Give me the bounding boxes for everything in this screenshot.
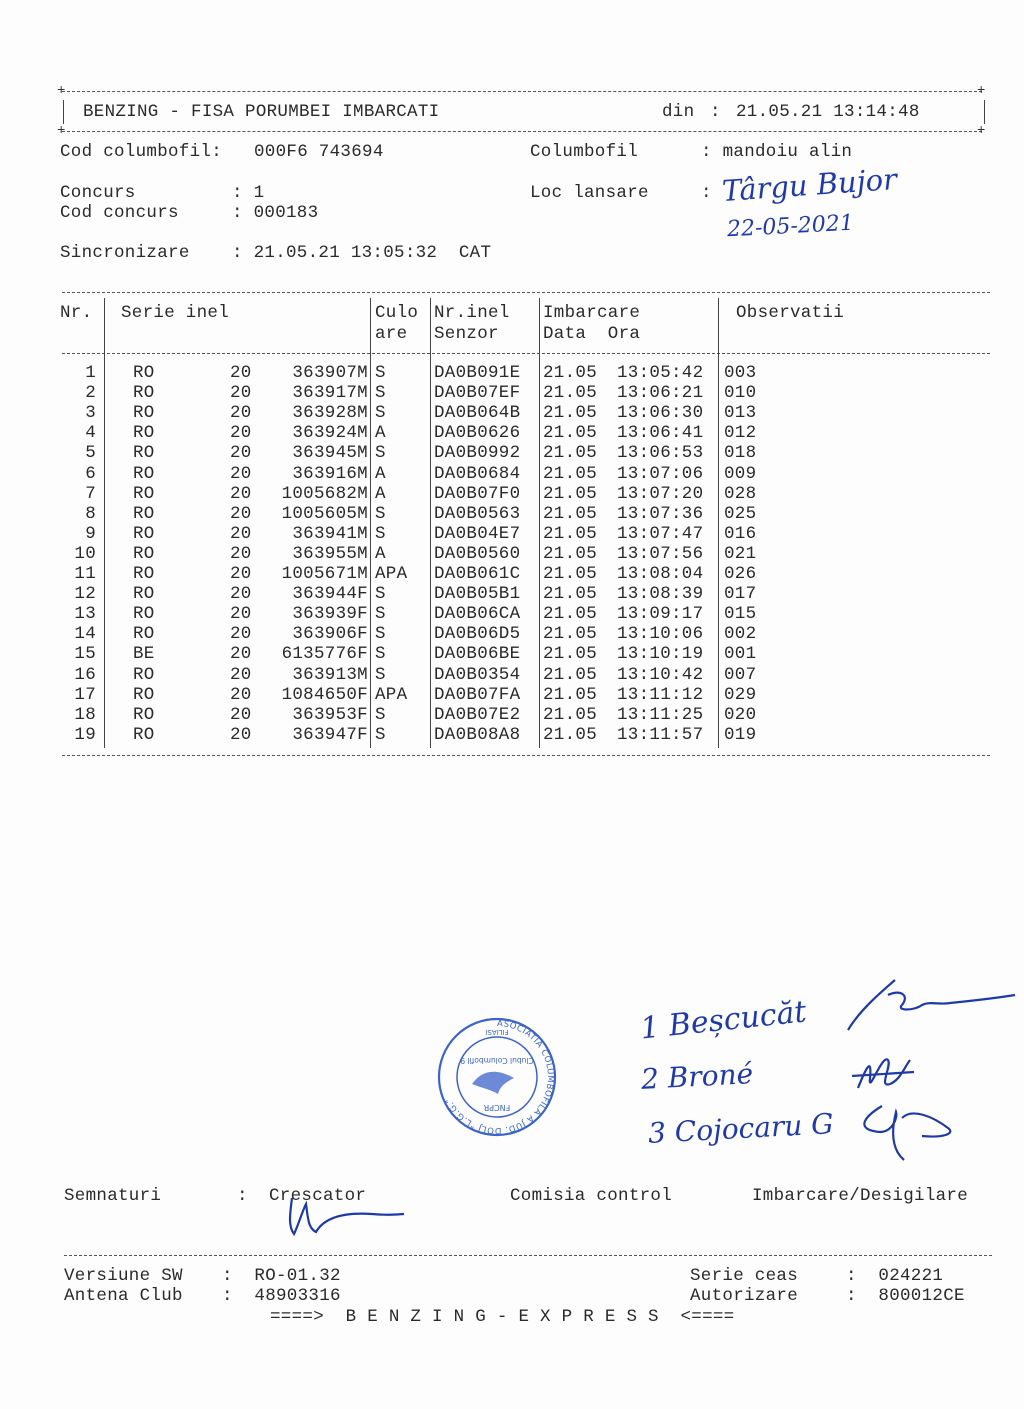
cell-ring: 363953F (292, 704, 368, 725)
cell-color: S (375, 503, 386, 524)
cell-color: A (375, 543, 386, 564)
cell-ring: 363917M (292, 383, 368, 404)
cell-time: 13:06:21 (617, 383, 704, 404)
cell-year: 20 (230, 664, 252, 685)
cell-time: 13:10:06 (617, 624, 704, 645)
cell-country: RO (133, 403, 155, 424)
cell-ring: 363939F (292, 604, 368, 625)
cell-year: 20 (230, 584, 252, 605)
cell-sensor: DA0B0560 (434, 543, 521, 564)
cell-ring: 1005605M (281, 503, 368, 524)
cell-nr: 12 (74, 584, 96, 605)
cell-country: RO (133, 684, 155, 705)
cell-sensor: DA0B061C (434, 564, 521, 584)
cell-date: 21.05 (543, 383, 598, 404)
table-row (0, 624, 1024, 644)
corner-mark: + (977, 123, 986, 139)
cell-time: 13:10:19 (617, 644, 704, 665)
stamp-ring-text: ASOCIATIA COLUMBOFILA A JUD. DOLJ "L.G.G." (443, 1018, 556, 1136)
cell-country: BE (133, 644, 155, 665)
cell-observatii: 021 (724, 543, 757, 564)
cell-time: 13:07:06 (617, 463, 704, 484)
cell-time: 13:06:30 (617, 403, 704, 424)
cell-sensor: DA0B06D5 (434, 624, 521, 645)
corner-mark: + (977, 83, 986, 99)
date-sep: : (710, 102, 721, 122)
cell-color: S (375, 724, 386, 745)
table-row (0, 383, 1024, 403)
cell-nr: 10 (74, 543, 96, 564)
cell-year: 20 (230, 443, 252, 464)
cell-year: 20 (230, 523, 252, 544)
cell-sensor: DA0B0626 (434, 423, 521, 444)
antena-value: : 48903316 (222, 1286, 341, 1306)
cell-country: RO (133, 443, 155, 464)
cell-ring: 363945M (292, 443, 368, 464)
header-are: are (375, 324, 408, 344)
cell-ring: 363941M (292, 523, 368, 544)
cell-nr: 9 (85, 523, 96, 544)
cell-date: 21.05 (543, 664, 598, 685)
serie-ceas-label: Serie ceas (690, 1266, 799, 1286)
cell-nr: 15 (74, 644, 96, 665)
cell-nr: 1 (85, 363, 96, 383)
cell-date: 21.05 (543, 463, 598, 484)
cell-nr: 17 (74, 684, 96, 705)
cell-nr: 19 (74, 724, 96, 745)
cell-year: 20 (230, 403, 252, 424)
cell-observatii: 029 (724, 684, 757, 705)
cell-time: 13:08:39 (617, 584, 704, 605)
concurs-value: : 1 (232, 183, 265, 203)
cell-observatii: 017 (724, 584, 757, 605)
table-row (0, 584, 1024, 604)
cell-country: RO (133, 724, 155, 745)
cell-sensor: DA0B07F0 (434, 483, 521, 504)
table-row (0, 725, 1024, 745)
cell-country: RO (133, 584, 155, 605)
cell-date: 21.05 (543, 403, 598, 424)
cell-observatii: 020 (724, 704, 757, 725)
commission-member-1: 1 Beșcucăt (638, 994, 809, 1047)
cell-country: RO (133, 463, 155, 484)
table-row (0, 403, 1024, 423)
cell-date: 21.05 (543, 363, 598, 383)
cell-date: 21.05 (543, 543, 598, 564)
cod-columbofil-value: 000F6 743694 (254, 142, 384, 162)
stamp-club-text: Clubul Columbofil 9 (460, 1056, 534, 1065)
cell-time: 13:05:42 (617, 363, 704, 383)
cell-date: 21.05 (543, 624, 598, 645)
concurs-label: Concurs (60, 183, 136, 203)
header-nr: Nr. (60, 303, 93, 323)
table-row (0, 423, 1024, 443)
cell-date: 21.05 (543, 704, 598, 725)
crescator-signature (272, 1188, 412, 1244)
document-date: 21.05.21 13:14:48 (736, 102, 920, 122)
columbofil-label: Columbofil (530, 142, 639, 162)
cell-color: S (375, 604, 386, 625)
cell-date: 21.05 (543, 724, 598, 745)
cell-color: S (375, 664, 386, 685)
header-data-ora: Data Ora (543, 324, 641, 344)
cod-concurs-label: Cod concurs (60, 203, 179, 223)
header-top-rule (62, 91, 982, 92)
cell-date: 21.05 (543, 684, 598, 705)
signature-member-3 (852, 1098, 962, 1168)
benzing-express-banner: ====> B E N Z I N G - E X P R E S S <==== (270, 1307, 735, 1327)
cell-nr: 6 (85, 463, 96, 484)
cell-color: S (375, 584, 386, 605)
cell-color: APA (375, 684, 408, 705)
header-senzor: Senzor (434, 324, 499, 344)
semnaturi-label: Semnaturi (64, 1186, 162, 1206)
cell-nr: 5 (85, 443, 96, 464)
cell-date: 21.05 (543, 503, 598, 524)
cell-year: 20 (230, 704, 252, 725)
cell-color: APA (375, 564, 408, 584)
cell-nr: 14 (74, 624, 96, 645)
corner-mark: + (57, 83, 66, 99)
cell-time: 13:11:12 (617, 684, 704, 705)
cell-observatii: 019 (724, 724, 757, 745)
cell-time: 13:08:04 (617, 564, 704, 584)
versiune-value: : RO-01.32 (222, 1266, 341, 1286)
cell-year: 20 (230, 684, 252, 705)
cell-ring: 1084650F (281, 684, 368, 705)
table-row (0, 464, 1024, 484)
cell-year: 20 (230, 624, 252, 645)
serie-ceas-value: : 024221 (846, 1266, 944, 1286)
cell-year: 20 (230, 724, 252, 745)
cell-nr: 11 (74, 564, 96, 584)
comisia-label: Comisia control (510, 1186, 673, 1206)
commission-member-3: 3 Cojocaru G (647, 1107, 835, 1150)
table-row (0, 644, 1024, 664)
autorizare-value: : 800012CE (846, 1286, 965, 1306)
cell-ring: 363906F (292, 624, 368, 645)
cell-time: 13:06:53 (617, 443, 704, 464)
cell-year: 20 (230, 644, 252, 665)
table-row (0, 564, 1024, 584)
cell-color: A (375, 483, 386, 504)
header-bottom-rule (62, 131, 982, 132)
cell-country: RO (133, 604, 155, 625)
cell-sensor: DA0B07EF (434, 383, 521, 404)
cell-year: 20 (230, 604, 252, 625)
cell-nr: 16 (74, 664, 96, 685)
loc-lansare-date-handwritten: 22-05-2021 (726, 210, 855, 243)
cell-sensor: DA0B091E (434, 363, 521, 383)
cell-observatii: 009 (724, 463, 757, 484)
table-row (0, 504, 1024, 524)
cell-ring: 363907M (292, 363, 368, 383)
cell-year: 20 (230, 463, 252, 484)
cell-time: 13:09:17 (617, 604, 704, 625)
cell-color: A (375, 423, 386, 444)
table-row (0, 524, 1024, 544)
cell-sensor: DA0B07E2 (434, 704, 521, 725)
cell-sensor: DA0B0684 (434, 463, 521, 484)
cell-nr: 2 (85, 383, 96, 404)
cell-date: 21.05 (543, 423, 598, 444)
loc-lansare-handwritten: Târgu Bujor (721, 161, 898, 209)
versiune-label: Versiune SW (64, 1266, 183, 1286)
header-right-border (984, 100, 985, 124)
header-nrinel: Nr.inel (434, 303, 510, 323)
stamp-fed-text: FNCPR (483, 1103, 511, 1112)
cell-observatii: 002 (724, 624, 757, 645)
table-row (0, 363, 1024, 383)
cell-time: 13:06:41 (617, 423, 704, 444)
table-row (0, 665, 1024, 685)
footer-rule (64, 1255, 992, 1256)
cell-observatii: 025 (724, 503, 757, 524)
cell-ring: 1005671M (281, 564, 368, 584)
cell-observatii: 013 (724, 403, 757, 424)
cell-nr: 4 (85, 423, 96, 444)
header-serie: Serie inel (121, 303, 230, 323)
cell-country: RO (133, 503, 155, 524)
cell-country: RO (133, 624, 155, 645)
cell-country: RO (133, 704, 155, 725)
cell-ring: 363924M (292, 423, 368, 444)
cell-country: RO (133, 383, 155, 404)
cell-sensor: DA0B0354 (434, 664, 521, 685)
commission-member-2: 2 Broné (640, 1057, 754, 1096)
cell-time: 13:07:36 (617, 503, 704, 524)
cell-date: 21.05 (543, 564, 598, 584)
cell-nr: 18 (74, 704, 96, 725)
cell-sensor: DA0B07FA (434, 684, 521, 705)
cell-observatii: 018 (724, 443, 757, 464)
cell-year: 20 (230, 543, 252, 564)
cell-sensor: DA0B06BE (434, 644, 521, 665)
cell-nr: 7 (85, 483, 96, 504)
loc-lansare-sep: : (701, 183, 712, 203)
club-stamp (436, 1012, 558, 1152)
cell-nr: 3 (85, 403, 96, 424)
header-left-border (63, 100, 64, 124)
cell-sensor: DA0B05B1 (434, 584, 521, 605)
header-observatii: Observatii (736, 303, 845, 323)
autorizare-label: Autorizare (690, 1286, 799, 1306)
antena-label: Antena Club (64, 1286, 183, 1306)
cell-sensor: DA0B0992 (434, 443, 521, 464)
table-row (0, 705, 1024, 725)
cell-year: 20 (230, 423, 252, 444)
cell-color: S (375, 624, 386, 645)
cell-color: S (375, 523, 386, 544)
cell-color: S (375, 363, 386, 383)
cell-sensor: DA0B0563 (434, 503, 521, 524)
cell-observatii: 015 (724, 604, 757, 625)
imbarcare-label: Imbarcare/Desigilare (752, 1186, 969, 1206)
sincronizare-label: Sincronizare (60, 243, 190, 263)
cell-observatii: 010 (724, 383, 757, 404)
cell-ring: 1005682M (281, 483, 368, 504)
loc-lansare-label: Loc lansare (530, 183, 649, 203)
cell-nr: 8 (85, 503, 96, 524)
cell-time: 13:07:20 (617, 483, 704, 504)
cell-year: 20 (230, 363, 252, 383)
crescator-label: Crescator (269, 1186, 367, 1206)
cell-date: 21.05 (543, 584, 598, 605)
cell-country: RO (133, 664, 155, 685)
cell-color: A (375, 463, 386, 484)
cell-date: 21.05 (543, 604, 598, 625)
cell-date: 21.05 (543, 443, 598, 464)
semnaturi-sep: : (237, 1186, 248, 1206)
cell-country: RO (133, 423, 155, 444)
cell-color: S (375, 704, 386, 725)
cod-columbofil-label: Cod columbofil: (60, 142, 223, 162)
cell-country: RO (133, 523, 155, 544)
cell-ring: 363955M (292, 543, 368, 564)
stamp-city-text: FILIASI (485, 1028, 509, 1036)
cell-time: 13:10:42 (617, 664, 704, 685)
cell-observatii: 012 (724, 423, 757, 444)
cell-observatii: 003 (724, 363, 757, 383)
date-label: din (662, 102, 695, 122)
table-row (0, 544, 1024, 564)
cell-ring: 363944F (292, 584, 368, 605)
cell-time: 13:11:57 (617, 724, 704, 745)
cell-ring: 363947F (292, 724, 368, 745)
cell-observatii: 001 (724, 644, 757, 665)
cod-concurs-value: : 000183 (232, 203, 319, 223)
table-row (0, 685, 1024, 705)
cell-country: RO (133, 483, 155, 504)
cell-time: 13:07:56 (617, 543, 704, 564)
table-bottom-rule (62, 755, 990, 756)
cell-color: S (375, 383, 386, 404)
cell-time: 13:11:25 (617, 704, 704, 725)
cell-observatii: 007 (724, 664, 757, 685)
cell-nr: 13 (74, 604, 96, 625)
document-title: BENZING - FISA PORUMBEI IMBARCATI (83, 102, 440, 122)
cell-color: S (375, 443, 386, 464)
cell-observatii: 026 (724, 564, 757, 584)
cell-country: RO (133, 543, 155, 564)
cell-sensor: DA0B04E7 (434, 523, 521, 544)
corner-mark: + (57, 123, 66, 139)
table-header-rule (62, 353, 990, 354)
columbofil-value: : mandoiu alin (701, 142, 853, 162)
cell-date: 21.05 (543, 523, 598, 544)
header-culo: Culo (375, 303, 419, 323)
cell-color: S (375, 644, 386, 665)
cell-year: 20 (230, 483, 252, 504)
cell-date: 21.05 (543, 483, 598, 504)
cell-ring: 363928M (292, 403, 368, 424)
cell-country: RO (133, 363, 155, 383)
cell-country: RO (133, 564, 155, 584)
header-imbarcare: Imbarcare (543, 303, 641, 323)
cell-ring: 363913M (292, 664, 368, 685)
signature-member-1 (840, 975, 1020, 1035)
table-row (0, 604, 1024, 624)
cell-sensor: DA0B08A8 (434, 724, 521, 745)
cell-sensor: DA0B064B (434, 403, 521, 424)
cell-time: 13:07:47 (617, 523, 704, 544)
dove-icon (472, 1072, 514, 1094)
table-row (0, 484, 1024, 504)
table-row (0, 443, 1024, 463)
cell-year: 20 (230, 503, 252, 524)
table-top-rule (62, 292, 990, 293)
cell-color: S (375, 403, 386, 424)
cell-date: 21.05 (543, 644, 598, 665)
cell-observatii: 028 (724, 483, 757, 504)
cell-ring: 6135776F (281, 644, 368, 665)
cell-sensor: DA0B06CA (434, 604, 521, 625)
cell-year: 20 (230, 564, 252, 584)
sincronizare-value: : 21.05.21 13:05:32 CAT (232, 243, 492, 263)
cell-ring: 363916M (292, 463, 368, 484)
cell-observatii: 016 (724, 523, 757, 544)
cell-year: 20 (230, 383, 252, 404)
